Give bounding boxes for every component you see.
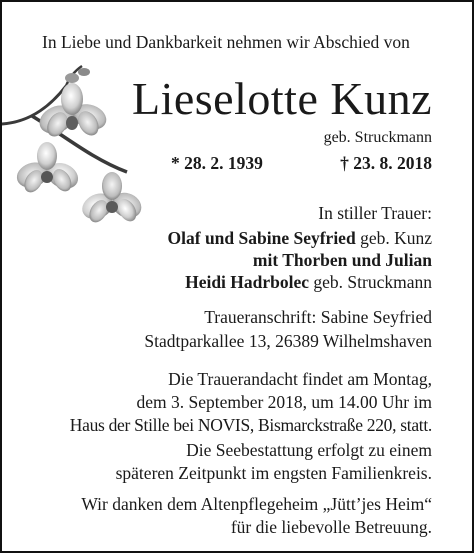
thanks-line-2: für die liebevolle Betreuung. — [230, 517, 432, 537]
mourner-line-1 — [168, 228, 432, 249]
service-line-2: dem 3. September 2018, um 14.00 Uhr im — [136, 392, 432, 412]
intro-text: In Liebe und Dankbarkeit nehmen wir Abschied von — [42, 32, 410, 52]
service-line-1: Die Trauerandacht findet am Montag, — [168, 369, 432, 389]
burial-line-1: Die Seebestattung erfolgt zu einem — [186, 440, 432, 460]
mourner-name-2: mit Thorben und Julian — [252, 250, 432, 270]
mourner-suffix-3: geb. Struckmann — [309, 272, 432, 292]
address-line-1: Traueranschrift: Sabine Seyfried — [204, 307, 432, 327]
mourner-name-1: Olaf und Sabine Seyfried — [167, 228, 356, 248]
address-line-2: Stadtparkallee 13, 26389 Wilhelmshaven — [144, 331, 432, 351]
thanks-line-1: Wir danken dem Altenpflegeheim „Jütt’jes Heim“ — [81, 494, 432, 514]
birth-date: * 28. 2. 1939 — [171, 153, 263, 173]
deceased-name: Lieselotte Kunz — [131, 73, 432, 124]
mourner-line-3 — [185, 272, 432, 293]
mourner-suffix-1: geb. Kunz — [355, 228, 432, 248]
mourners-heading: In stiller Trauer: — [318, 203, 432, 223]
service-line-3: Haus der Stille bei NOVIS, Bismarckstraße 220, statt. — [69, 415, 432, 435]
burial-line-2: späteren Zeitpunkt im engsten Familienkreis. — [115, 463, 432, 483]
maiden-name: geb. Struckmann — [323, 129, 432, 146]
mourner-line-2 — [253, 250, 432, 271]
death-date: † 23. 8. 2018 — [340, 153, 432, 173]
mourner-name-3: Heidi Hadrbolec — [185, 272, 310, 292]
